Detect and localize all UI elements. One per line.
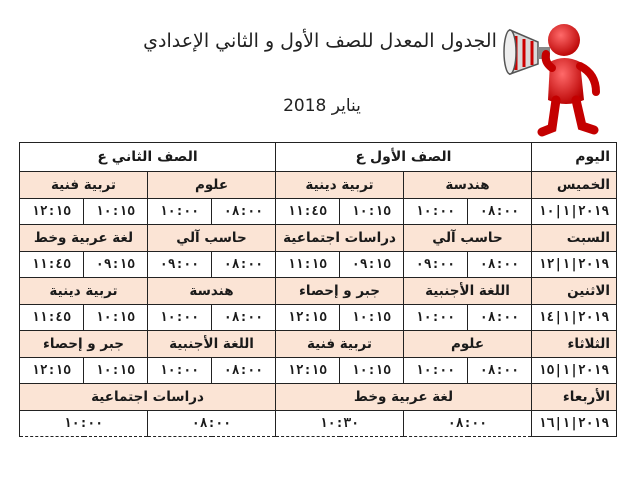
subject-cell: هندسة	[404, 172, 532, 199]
time-cell: ٠٨:٠٠	[212, 305, 276, 331]
time-cell: ١٢:١٥	[20, 199, 84, 225]
subject-cell: تربية فنية	[20, 172, 148, 199]
subject-row	[20, 172, 617, 199]
subject-cell: جبر و إحصاء	[20, 331, 148, 358]
time-row	[20, 199, 617, 225]
time-cell: ١٠:٠٠	[20, 411, 148, 437]
time-cell: ٠٨:٠٠	[212, 199, 276, 225]
subject-cell: اللغة الأجنبية	[404, 278, 532, 305]
time-cell: ١٠:٠٠	[148, 305, 212, 331]
time-cell: ٠٨:٠٠	[468, 305, 532, 331]
time-cell: ٠٩:٠٠	[148, 252, 212, 278]
subject-cell: دراسات اجتماعية	[276, 225, 404, 252]
time-cell: ١٠:٠٠	[148, 199, 212, 225]
subject-cell: هندسة	[148, 278, 276, 305]
subject-cell: تربية فنية	[276, 331, 404, 358]
time-cell: ١٠:١٥	[340, 358, 404, 384]
time-cell: ٠٩:٠٠	[404, 252, 468, 278]
date-cell: ٢٠١٩|١|١٦	[532, 411, 617, 437]
page-subtitle: يناير 2018	[283, 96, 361, 116]
time-cell: ٠٩:١٥	[84, 252, 148, 278]
subject-row	[20, 278, 617, 305]
time-row	[20, 411, 617, 437]
time-cell: ١٠:١٥	[84, 358, 148, 384]
time-cell: ١٠:١٥	[84, 305, 148, 331]
time-cell: ٠٨:٠٠	[212, 358, 276, 384]
megaphone-mascot-icon	[498, 8, 618, 138]
date-cell: ٢٠١٩|١|١٠	[532, 199, 617, 225]
time-cell: ١٠:٠٠	[404, 358, 468, 384]
date-cell: ٢٠١٩|١|١٥	[532, 358, 617, 384]
time-cell: ١٠:٠٠	[404, 199, 468, 225]
day-cell: الثلاثاء	[532, 331, 617, 358]
subject-row	[20, 331, 617, 358]
subject-cell: لغة عربية وخط	[276, 384, 532, 411]
time-cell: ١١:١٥	[276, 252, 340, 278]
time-cell: ١٠:٣٠	[276, 411, 404, 437]
col-second-grade-header: الصف الثاني ع	[20, 143, 276, 172]
subject-cell: حاسب آلي	[148, 225, 276, 252]
time-row	[20, 305, 617, 331]
time-cell: ٠٨:٠٠	[468, 252, 532, 278]
schedule-table	[19, 142, 617, 437]
subject-cell: لغة عربية وخط	[20, 225, 148, 252]
time-cell: ١١:٤٥	[20, 252, 84, 278]
day-cell: السبت	[532, 225, 617, 252]
subject-cell: علوم	[148, 172, 276, 199]
time-cell: ١٢:١٥	[276, 305, 340, 331]
subject-row	[20, 225, 617, 252]
time-cell: ٠٨:٠٠	[212, 252, 276, 278]
col-day-header: اليوم	[532, 143, 617, 172]
time-cell: ١٠:٠٠	[404, 305, 468, 331]
time-cell: ٠٨:٠٠	[148, 411, 276, 437]
time-cell: ١٠:١٥	[340, 199, 404, 225]
time-cell: ٠٨:٠٠	[404, 411, 532, 437]
time-cell: ١٠:١٥	[84, 199, 148, 225]
header-row	[20, 143, 617, 172]
time-cell: ٠٩:١٥	[340, 252, 404, 278]
date-cell: ٢٠١٩|١|١٤	[532, 305, 617, 331]
day-cell: الاثنين	[532, 278, 617, 305]
subject-cell: دراسات اجتماعية	[20, 384, 276, 411]
time-row	[20, 358, 617, 384]
time-cell: ١٢:١٥	[276, 358, 340, 384]
time-row	[20, 252, 617, 278]
subject-cell: اللغة الأجنبية	[148, 331, 276, 358]
time-cell: ١٢:١٥	[20, 358, 84, 384]
time-cell: ١١:٤٥	[276, 199, 340, 225]
page-title: الجدول المعدل للصف الأول و الثاني الإعدادي	[143, 30, 497, 52]
time-cell: ١١:٤٥	[20, 305, 84, 331]
subject-cell: علوم	[404, 331, 532, 358]
day-cell: الخميس	[532, 172, 617, 199]
time-cell: ٠٨:٠٠	[468, 358, 532, 384]
subject-cell: تربية دينية	[20, 278, 148, 305]
subject-row	[20, 384, 617, 411]
subject-cell: حاسب آلي	[404, 225, 532, 252]
subject-cell: جبر و إحصاء	[276, 278, 404, 305]
day-cell: الأربعاء	[532, 384, 617, 411]
time-cell: ١٠:١٥	[340, 305, 404, 331]
time-cell: ١٠:٠٠	[148, 358, 212, 384]
date-cell: ٢٠١٩|١|١٢	[532, 252, 617, 278]
col-first-grade-header: الصف الأول ع	[276, 143, 532, 172]
time-cell: ٠٨:٠٠	[468, 199, 532, 225]
subject-cell: تربية دينية	[276, 172, 404, 199]
